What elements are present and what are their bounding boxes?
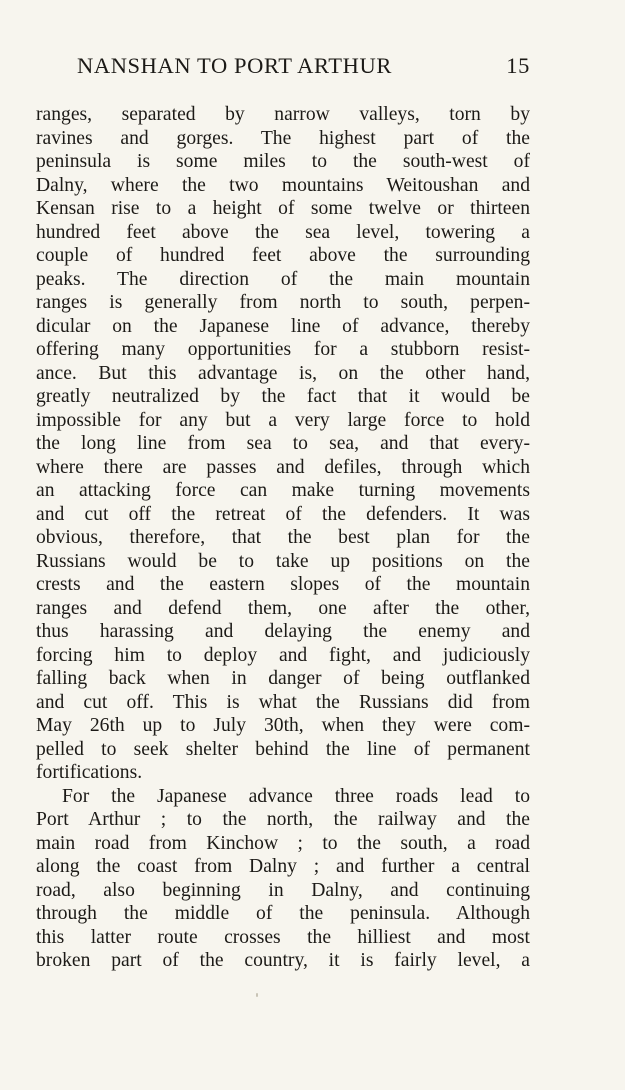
text-line: where there are passes and defiles, through which (36, 456, 530, 478)
page-number: 15 (506, 53, 530, 78)
text-line: couple of hundred feet above the surrounding (36, 245, 530, 266)
text-line: the long line from sea to sea, and that every- (36, 433, 530, 454)
text-line: and cut off the retreat of the defenders. It was (36, 503, 530, 525)
running-head-title: NANSHAN TO PORT ARTHUR (77, 53, 392, 78)
text-line: falling back when in danger of being outflanked (36, 668, 530, 689)
text-line: hundred feet above the sea level, towering a (36, 221, 530, 243)
text-line: Kensan rise to a height of some twelve or thirteen (36, 198, 530, 219)
text-line: ranges is generally from north to south, perpen- (36, 292, 530, 313)
text-line: fortifications. (36, 762, 143, 783)
text-line: ranges, separated by narrow valleys, torn by (36, 104, 530, 125)
text-line: along the coast from Dalny ; and further a central (36, 856, 530, 877)
text-line: through the middle of the peninsula. Although (36, 903, 530, 924)
text-line: and cut off. This is what the Russians did from (36, 691, 530, 713)
text-line: crests and the eastern slopes of the mountain (36, 574, 530, 595)
text-line: ravines and gorges. The highest part of the (36, 127, 530, 149)
text-line: thus harassing and delaying the enemy and (36, 621, 530, 642)
paragraph-start-line: For the Japanese advance three roads lead to (62, 785, 530, 807)
text-line: obvious, therefore, that the best plan for the (36, 527, 530, 548)
text-line: Dalny, where the two mountains Weitoushan and (36, 174, 530, 196)
running-head (36, 50, 530, 82)
body-text (36, 103, 530, 973)
paper-speck (256, 993, 258, 997)
text-line: ance. But this advantage is, on the other hand, (36, 362, 530, 384)
text-line: an attacking force can make turning movements (36, 480, 530, 501)
text-line: peaks. The direction of the main mountain (36, 268, 530, 290)
text-line: broken part of the country, it is fairly level, a (36, 950, 530, 971)
text-line: road, also beginning in Dalny, and continuing (36, 879, 530, 901)
text-line: ranges and defend them, one after the other, (36, 597, 530, 619)
text-line: forcing him to deploy and fight, and judiciously (36, 644, 530, 666)
text-line: pelled to seek shelter behind the line of permanent (36, 738, 530, 760)
text-line: May 26th up to July 30th, when they were com- (36, 715, 530, 736)
text-line: peninsula is some miles to the south-west of (36, 151, 530, 172)
text-line: Russians would be to take up positions on the (36, 550, 530, 572)
text-line: this latter route crosses the hilliest and most (36, 926, 530, 948)
text-line: Port Arthur ; to the north, the railway and the (36, 809, 530, 830)
text-line: greatly neutralized by the fact that it would be (36, 386, 530, 407)
text-line: dicular on the Japanese line of advance, thereby (36, 315, 530, 337)
text-line: main road from Kinchow ; to the south, a road (36, 832, 530, 854)
text-line: impossible for any but a very large force to hold (36, 409, 530, 431)
text-line: offering many opportunities for a stubborn resist- (36, 339, 530, 360)
